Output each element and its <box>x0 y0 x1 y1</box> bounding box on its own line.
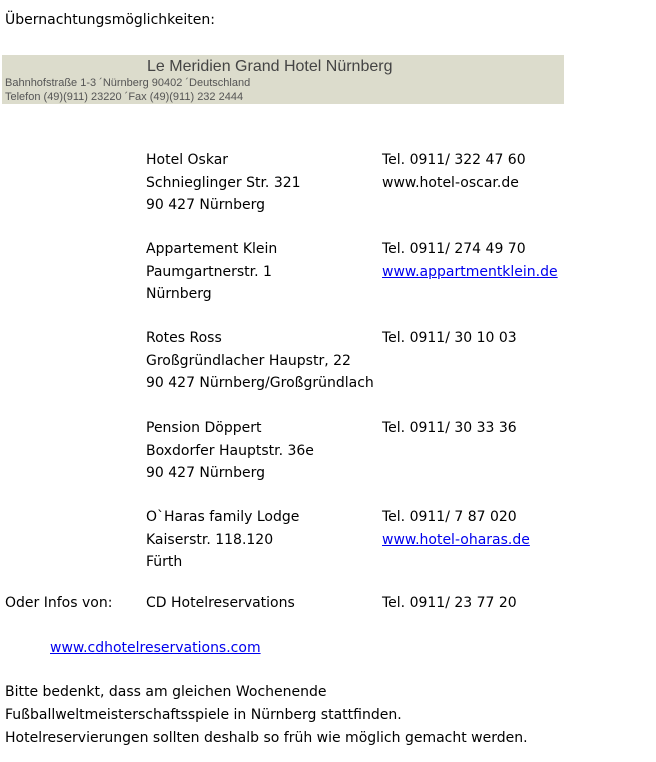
other-info-name: CD Hotelreservations <box>146 595 295 611</box>
hotel-contact-doeppert <box>382 417 517 440</box>
hotel-name: Hotel Oskar <box>146 152 229 168</box>
hotel-name: Appartement Klein <box>146 241 278 257</box>
hotel-city: 90 427 Nürnberg <box>146 197 266 213</box>
cdhotelreservations-link[interactable]: www.cdhotelreservations.com <box>50 640 261 656</box>
hotel-tel: Tel. 0911/ 322 47 60 <box>382 152 526 168</box>
meridien-phone: Telefon (49)(911) 23220 ´Fax (49)(911) 232 2444 <box>5 91 244 103</box>
hotel-city: Fürth <box>146 554 183 570</box>
hotel-entry-doeppert <box>146 417 314 485</box>
meridien-address: Bahnhofstraße 1-3 ´Nürnberg 90402 ´Deutschland <box>5 77 251 89</box>
hotel-contact-klein <box>382 238 558 283</box>
hotel-web-link[interactable]: www.appartmentklein.de <box>382 263 558 280</box>
hotel-tel: Tel. 0911/ 274 49 70 <box>382 241 526 257</box>
hotel-city: 90 427 Nürnberg <box>146 465 266 481</box>
hotel-tel: Tel. 0911/ 7 87 020 <box>382 509 517 525</box>
hotel-city: 90 427 Nürnberg/Großgründlach <box>146 375 374 391</box>
hotel-street: Paumgartnerstr. 1 <box>146 263 272 280</box>
hotel-contact-rotes-ross <box>382 327 517 350</box>
hotel-street: Schnieglinger Str. 321 <box>146 174 301 191</box>
meridien-banner <box>2 55 564 104</box>
notice-line-3: Hotelreservierungen sollten deshalb so früh wie möglich gemacht werden. <box>5 730 528 746</box>
hotel-name: Pension Döppert <box>146 420 262 436</box>
other-info-tel: Tel. 0911/ 23 77 20 <box>382 595 517 611</box>
hotel-entry-rotes-ross <box>146 327 374 395</box>
hotel-name: Rotes Ross <box>146 330 222 346</box>
hotel-tel: Tel. 0911/ 30 10 03 <box>382 330 517 346</box>
hotel-web: www.hotel-oscar.de <box>382 174 519 191</box>
meridien-name: Le Meridien Grand Hotel Nürnberg <box>147 58 393 75</box>
hotel-tel: Tel. 0911/ 30 33 36 <box>382 420 517 436</box>
hotel-contact-oskar <box>382 149 526 194</box>
other-info-label: Oder Infos von: <box>5 595 113 611</box>
notice-line-1: Bitte bedenkt, dass am gleichen Wochenende <box>5 684 327 700</box>
hotel-contact-oharas <box>382 506 530 551</box>
hotel-name: O`Haras family Lodge <box>146 509 300 525</box>
hotel-entry-klein <box>146 238 277 306</box>
hotel-city: Nürnberg <box>146 286 212 302</box>
hotel-street: Boxdorfer Hauptstr. 36e <box>146 442 314 459</box>
hotel-web-link[interactable]: www.hotel-oharas.de <box>382 531 530 548</box>
hotel-street: Kaiserstr. 118.120 <box>146 531 274 548</box>
page-heading: Übernachtungsmöglichkeiten: <box>5 12 215 28</box>
hotel-street: Großgründlacher Haupstr, 22 <box>146 352 351 369</box>
hotel-entry-oharas <box>146 506 299 574</box>
hotel-entry-oskar <box>146 149 301 217</box>
notice-line-2: Fußballweltmeisterschaftsspiele in Nürnberg stattfinden. <box>5 707 402 723</box>
